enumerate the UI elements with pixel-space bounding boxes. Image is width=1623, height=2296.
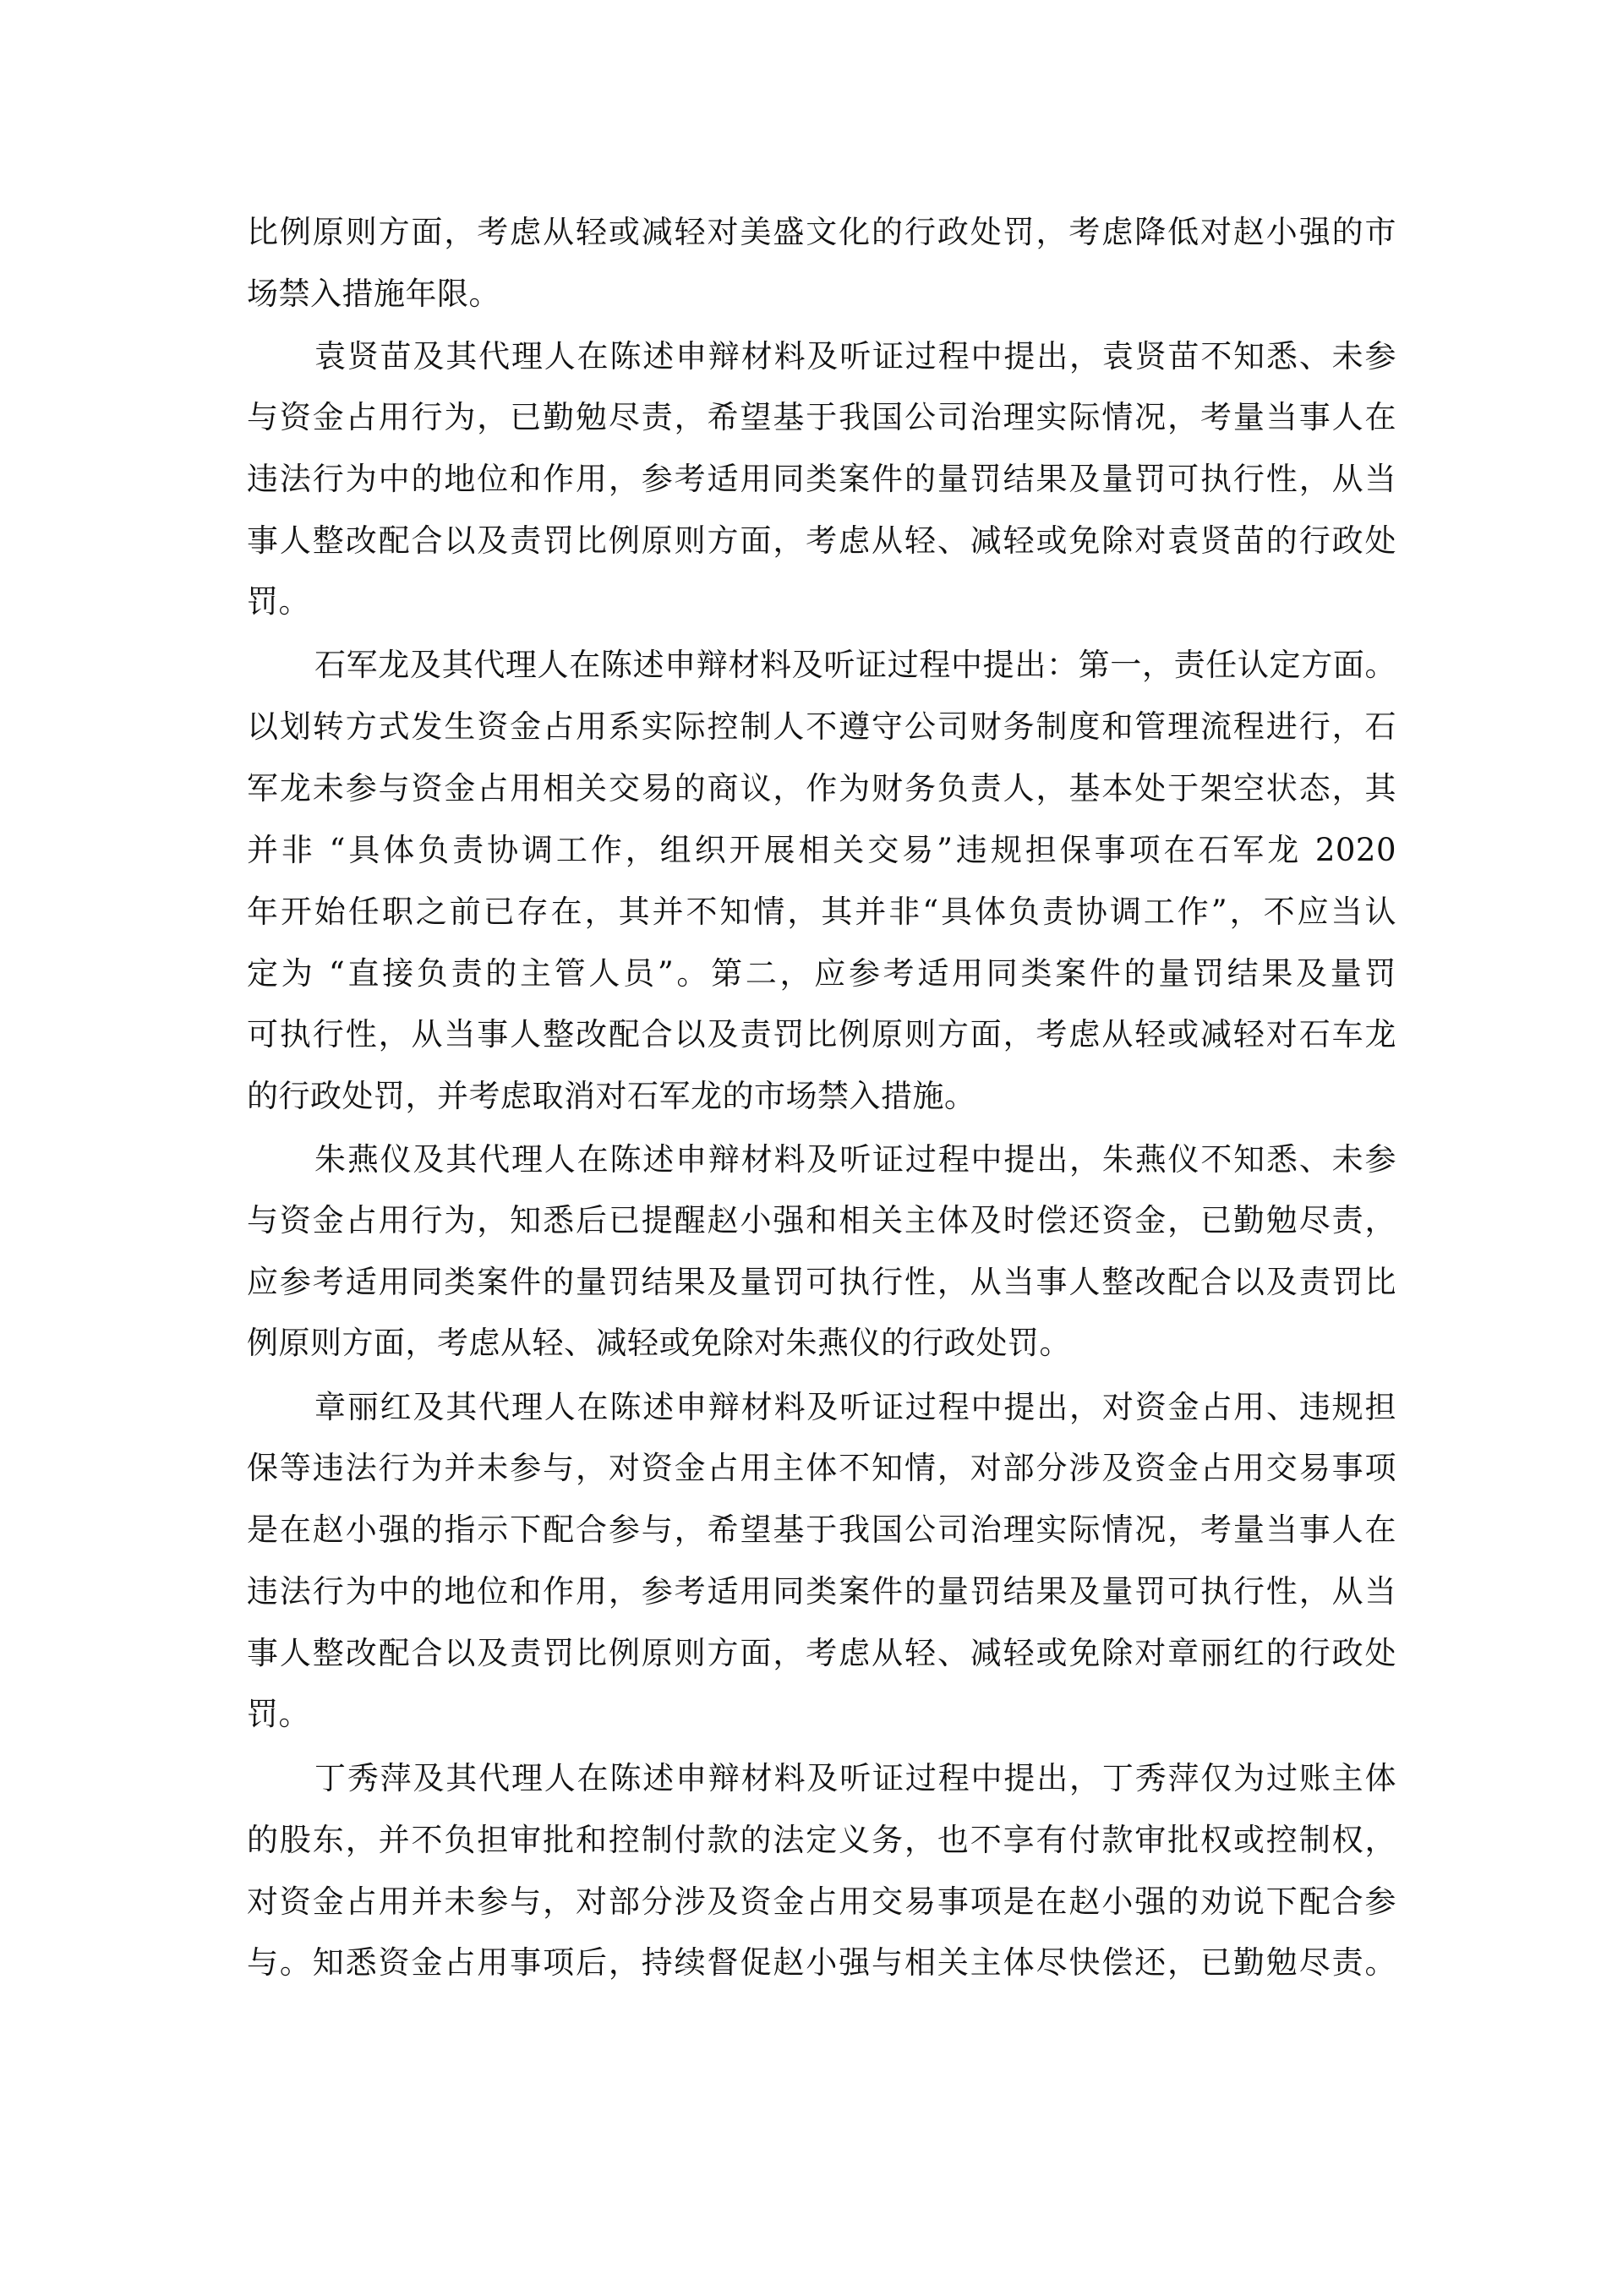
text-line: 以划转方式发生资金占用系实际控制人不遵守公司财务制度和管理流程进行，石: [247, 708, 1396, 745]
text-line: 袁贤苗及其代理人在陈述申辩材料及听证过程中提出，袁贤苗不知悉、未参: [314, 338, 1396, 374]
text-line: 例原则方面，考虑从轻、减轻或免除对朱燕仪的行政处罚。: [247, 1325, 1071, 1361]
text-line: 事人整改配合以及责罚比例原则方面，考虑从轻、减轻或免除对章丽红的行政处: [247, 1635, 1396, 1671]
text-line: 可执行性，从当事人整改配合以及责罚比例原则方面，考虑从轻或减轻对石车龙: [247, 1016, 1396, 1052]
text-line: 的股东，并不负担审批和控制付款的法定义务，也不享有付款审批权或控制权，: [247, 1822, 1396, 1858]
text-line: 并非 “具体负责协调工作，组织开展相关交易”违规担保事项在石军龙 2020: [247, 832, 1396, 868]
text-line: 场禁入措施年限。: [247, 276, 500, 312]
text-line: 军龙未参与资金占用相关交易的商议，作为财务负责人，基本处于架空状态，其: [247, 770, 1396, 806]
text-line: 保等违法行为并未参与，对资金占用主体不知情，对部分涉及资金占用交易事项: [247, 1450, 1396, 1486]
text-line: 石军龙及其代理人在陈述申辩材料及听证过程中提出：第一，责任认定方面。: [314, 647, 1396, 683]
text-line: 对资金占用并未参与，对部分涉及资金占用交易事项是在赵小强的劝说下配合参: [247, 1883, 1396, 1920]
text-line: 与资金占用行为，已勤勉尽责，希望基于我国公司治理实际情况，考量当事人在: [247, 399, 1396, 435]
text-line: 章丽红及其代理人在陈述申辩材料及听证过程中提出，对资金占用、违规担: [314, 1389, 1396, 1425]
text-line: 应参考适用同类案件的量罚结果及量罚可执行性，从当事人整改配合以及责罚比: [247, 1264, 1396, 1300]
text-line: 违法行为中的地位和作用，参考适用同类案件的量罚结果及量罚可执行性，从当: [247, 1573, 1396, 1610]
text-line: 的行政处罚，并考虑取消对石军龙的市场禁入措施。: [247, 1078, 976, 1114]
text-line: 比例原则方面，考虑从轻或减轻对美盛文化的行政处罚，考虑降低对赵小强的市: [247, 214, 1396, 250]
text-line: 定为 “直接负责的主管人员”。第二，应参考适用同类案件的量罚结果及量罚: [247, 955, 1396, 992]
text-line: 年开始任职之前已存在，其并不知情，其并非“具体负责协调工作”，不应当认: [247, 894, 1396, 930]
text-line: 丁秀萍及其代理人在陈述申辩材料及听证过程中提出，丁秀萍仅为过账主体: [314, 1760, 1396, 1796]
text-line: 是在赵小强的指示下配合参与，希望基于我国公司治理实际情况，考量当事人在: [247, 1512, 1396, 1548]
text-line: 与。知悉资金占用事项后，持续督促赵小强与相关主体尽快偿还，已勤勉尽责。: [247, 1944, 1396, 1981]
text-line: 罚。: [247, 583, 310, 620]
text-line: 罚。: [247, 1696, 310, 1732]
text-line: 违法行为中的地位和作用，参考适用同类案件的量罚结果及量罚可执行性，从当: [247, 461, 1396, 497]
text-line: 事人整改配合以及责罚比例原则方面，考虑从轻、减轻或免除对袁贤苗的行政处: [247, 522, 1396, 559]
text-line: 与资金占用行为，知悉后已提醒赵小强和相关主体及时偿还资金，已勤勉尽责，: [247, 1202, 1396, 1238]
text-line: 朱燕仪及其代理人在陈述申辩材料及听证过程中提出，朱燕仪不知悉、未参: [314, 1141, 1396, 1178]
